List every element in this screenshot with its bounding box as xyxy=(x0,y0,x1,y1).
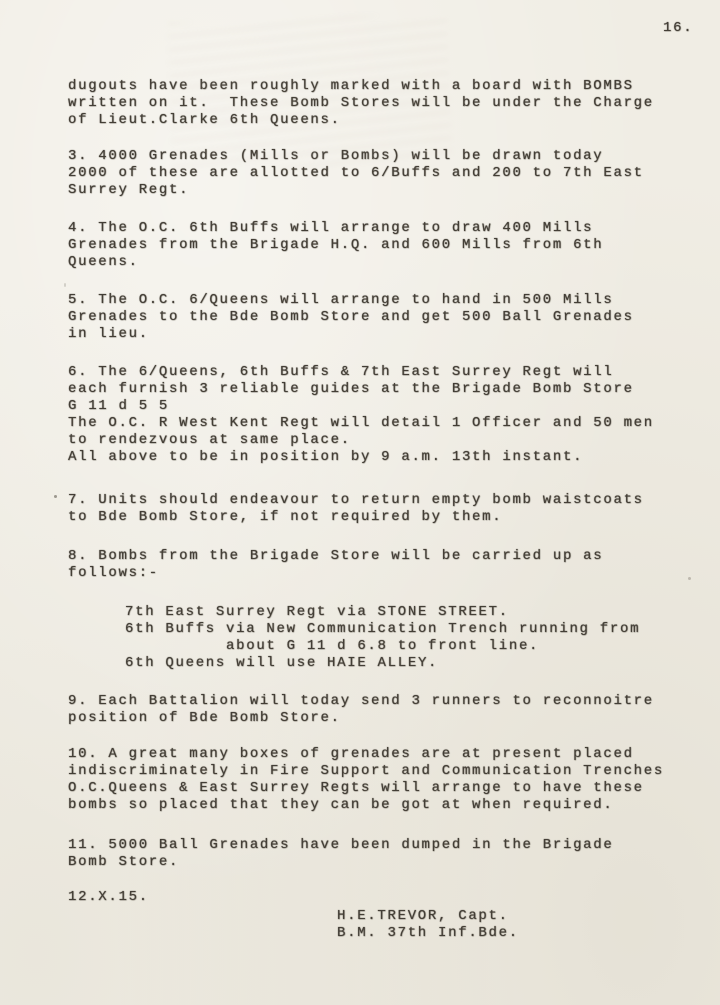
typed-line: Grenades to the Bde Bomb Store and get 500 Ball Grenades xyxy=(68,309,634,325)
typed-line: Queens. xyxy=(68,254,139,270)
signature-unit: B.M. 37th Inf.Bde. xyxy=(337,925,519,941)
typed-line: written on it. These Bomb Stores will be under the Charge xyxy=(68,95,654,111)
paragraph-p11 xyxy=(68,837,720,871)
signature-name: H.E.TREVOR, Capt. xyxy=(337,908,509,924)
paragraph-p6 xyxy=(68,364,720,466)
typed-line: in lieu. xyxy=(68,326,149,342)
typed-line: of Lieut.Clarke 6th Queens. xyxy=(68,112,341,128)
typed-line: 9. Each Battalion will today send 3 runners to reconnoitre xyxy=(68,693,654,709)
paragraph-p7 xyxy=(68,492,720,526)
paragraph-p9 xyxy=(68,693,720,727)
typed-line: Grenades from the Brigade H.Q. and 600 Mills from 6th xyxy=(68,237,604,253)
typed-line: 8. Bombs from the Brigade Store will be carried up as xyxy=(68,548,604,564)
typed-line: follows:- xyxy=(68,565,159,581)
paragraph-continuation xyxy=(68,78,720,129)
typed-line: Bomb Store. xyxy=(68,854,180,870)
paragraph-p3 xyxy=(68,148,720,199)
paragraph-p8 xyxy=(68,548,720,582)
typed-line: O.C.Queens & East Surrey Regts will arrange to have these xyxy=(68,780,644,796)
typed-line: indiscriminately in Fire Support and Communication Trenches xyxy=(68,763,664,779)
page-number: 16. xyxy=(663,20,694,36)
typed-line: to rendezvous at same place. xyxy=(68,432,351,448)
paragraph-p5 xyxy=(68,292,720,343)
typed-line: G 11 d 5 5 xyxy=(68,398,170,414)
typed-line: 3. 4000 Grenades (Mills or Bombs) will be drawn today xyxy=(68,148,604,164)
signature-block xyxy=(337,908,720,942)
typed-line: position of Bde Bomb Store. xyxy=(68,710,341,726)
typed-line: 6th Buffs via New Communication Trench running from xyxy=(125,621,641,637)
typed-line: All above to be in position by 9 a.m. 13th instant. xyxy=(68,449,584,465)
paragraph-p10 xyxy=(68,746,720,814)
typed-line: The O.C. R West Kent Regt will detail 1 Officer and 50 men xyxy=(68,415,654,431)
typed-line: 10. A great many boxes of grenades are at present placed xyxy=(68,746,634,762)
typed-line: 6th Queens will use HAIE ALLEY. xyxy=(125,655,439,671)
paper-speck xyxy=(688,577,691,580)
typed-line: each furnish 3 reliable guides at the Brigade Bomb Store xyxy=(68,381,634,397)
typed-line: 2000 of these are allotted to 6/Buffs and 200 to 7th East xyxy=(68,165,644,181)
paragraph-p4 xyxy=(68,220,720,271)
typed-line: 4. The O.C. 6th Buffs will arrange to draw 400 Mills xyxy=(68,220,594,236)
paper-speck xyxy=(64,283,66,287)
typed-line: 6. The 6/Queens, 6th Buffs & 7th East Surrey Regt will xyxy=(68,364,614,380)
paragraph-routes xyxy=(125,604,720,672)
date: 12.X.15. xyxy=(68,889,149,905)
typed-line: bombs so placed that they can be got at when required. xyxy=(68,797,614,813)
paper-speck xyxy=(54,495,57,498)
typed-line: 7. Units should endeavour to return empty bomb waistcoats xyxy=(68,492,644,508)
typed-line: 7th East Surrey Regt via STONE STREET. xyxy=(125,604,509,620)
typed-line: about G 11 d 6.8 to front line. xyxy=(125,638,540,654)
typed-line: 11. 5000 Ball Grenades have been dumped in the Brigade xyxy=(68,837,614,853)
typed-line: to Bde Bomb Store, if not required by them. xyxy=(68,509,503,525)
typed-line: Surrey Regt. xyxy=(68,182,190,198)
typed-line: dugouts have been roughly marked with a board with BOMBS xyxy=(68,78,634,94)
typed-line: 5. The O.C. 6/Queens will arrange to hand in 500 Mills xyxy=(68,292,614,308)
